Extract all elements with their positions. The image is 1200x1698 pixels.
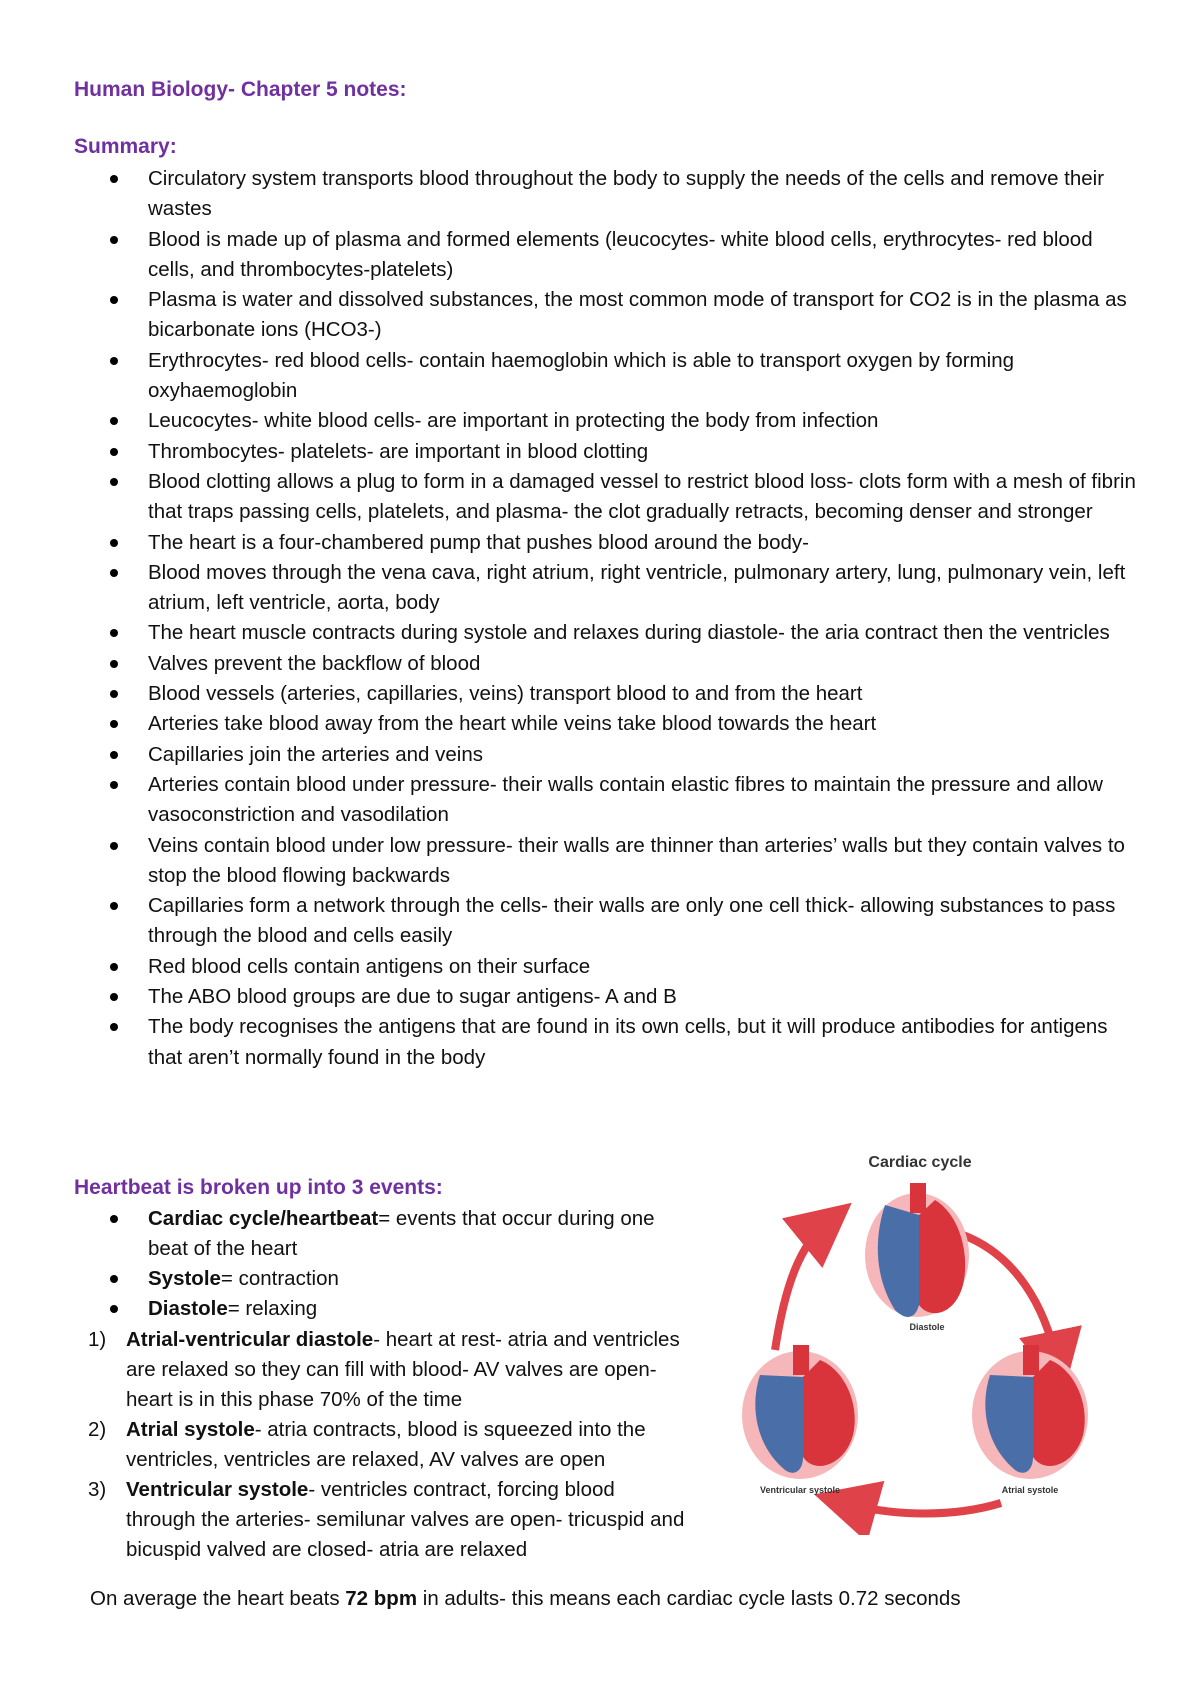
definition-list bbox=[110, 1204, 670, 1324]
summary-item: The body recognises the antigens that are found in its own cells, but it will produce antibodies for antigens that aren’t normally found in the body bbox=[110, 1012, 1140, 1073]
definition-text: = relaxing bbox=[227, 1297, 318, 1320]
definition-text: = contraction bbox=[220, 1267, 339, 1290]
summary-item: Blood vessels (arteries, capillaries, veins) transport blood to and from the heart bbox=[110, 679, 1140, 709]
summary-item: Erythrocytes- red blood cells- contain haemoglobin which is able to transport oxygen by forming oxyhaemoglobin bbox=[110, 346, 1140, 407]
definition-item bbox=[110, 1294, 670, 1324]
summary-item: Capillaries join the arteries and veins bbox=[110, 740, 1140, 770]
phase-number: 1) bbox=[88, 1328, 107, 1351]
summary-item: Arteries take blood away from the heart while veins take blood towards the heart bbox=[110, 709, 1140, 739]
heart-ventricular-systole bbox=[742, 1345, 858, 1495]
ventricular-systole-label: Ventricular systole bbox=[759, 1485, 841, 1495]
phase-text: - ventricles contract, forcing blood through the arteries- semilunar valves are open- tricuspid and bicuspid valved are closed- atria are relaxed bbox=[126, 1478, 685, 1561]
summary-item: The heart is a four-chambered pump that pushes blood around the body- bbox=[110, 528, 1140, 558]
summary-item: Leucocytes- white blood cells- are important in protecting the body from infection bbox=[110, 406, 1140, 436]
cycle-arrow-right bbox=[963, 1235, 1057, 1363]
diagram-title: Cardiac cycle bbox=[868, 1154, 972, 1171]
summary-item: Circulatory system transports blood throughout the body to supply the needs of the cells and remove their wastes bbox=[110, 164, 1140, 225]
phase-term: Atrial-ventricular diastole bbox=[126, 1328, 374, 1351]
phase-list bbox=[88, 1325, 688, 1565]
left-heart-shape bbox=[919, 1200, 965, 1313]
heart-diastole bbox=[865, 1183, 969, 1332]
average-bpm: 72 bpm bbox=[345, 1587, 418, 1610]
diastole-label: Diastole bbox=[909, 1322, 945, 1332]
summary-item: The ABO blood groups are due to sugar antigens- A and B bbox=[110, 982, 1140, 1012]
phase-text: - heart at rest- atria and ventricles are relaxed so they can fill with blood- AV valves are open- heart is in this phase 70% of the time bbox=[126, 1328, 680, 1411]
average-text-after: in adults- this means each cardiac cycle lasts 0.72 seconds bbox=[417, 1587, 961, 1610]
cycle-arrow-bottom bbox=[845, 1503, 1001, 1514]
aorta-shape bbox=[1023, 1345, 1039, 1375]
summary-item: Arteries contain blood under pressure- their walls contain elastic fibres to maintain the pressure and allow vasoconstriction and vasodilation bbox=[110, 770, 1140, 831]
summary-item: Blood is made up of plasma and formed elements (leucocytes- white blood cells, erythrocytes- red blood cells, and thrombocytes-platelets) bbox=[110, 225, 1140, 286]
heart-atrial-systole bbox=[972, 1345, 1088, 1495]
summary-item: Valves prevent the backflow of blood bbox=[110, 649, 1140, 679]
definition-item bbox=[110, 1264, 670, 1294]
aorta-shape bbox=[910, 1183, 926, 1213]
summary-item: Blood moves through the vena cava, right atrium, right ventricle, pulmonary artery, lung, pulmonary vein, left atrium, left ventricle, aorta, body bbox=[110, 558, 1140, 619]
phase-item bbox=[88, 1475, 688, 1565]
summary-list bbox=[110, 164, 1140, 1073]
summary-item: Red blood cells contain antigens on their surface bbox=[110, 952, 1140, 982]
definition-term: Cardiac cycle/heartbeat bbox=[148, 1207, 379, 1230]
cycle-arrow-left bbox=[775, 1223, 827, 1350]
phase-number: 2) bbox=[88, 1418, 107, 1441]
summary-item: The heart muscle contracts during systole and relaxes during diastole- the aria contract then the ventricles bbox=[110, 618, 1140, 648]
summary-item: Capillaries form a network through the cells- their walls are only one cell thick- allowing substances to pass through the blood and cells easily bbox=[110, 891, 1140, 952]
summary-item: Blood clotting allows a plug to form in a damaged vessel to restrict blood loss- clots form with a mesh of fibrin that traps passing cells, platelets, and plasma- the clot gradually retracts, becoming denser and stronger bbox=[110, 467, 1140, 528]
average-heartbeat-note bbox=[90, 1587, 961, 1611]
phase-item bbox=[88, 1325, 688, 1415]
summary-heading: Summary: bbox=[74, 135, 177, 158]
definition-term: Systole bbox=[148, 1267, 221, 1290]
atrial-systole-label: Atrial systole bbox=[1001, 1485, 1059, 1495]
phase-term: Ventricular systole bbox=[126, 1478, 309, 1501]
phase-text: - atria contracts, blood is squeezed into the ventricles, ventricles are relaxed, AV valves are open bbox=[126, 1418, 646, 1471]
phase-number: 3) bbox=[88, 1478, 107, 1501]
phase-item bbox=[88, 1415, 688, 1475]
cardiac-cycle-diagram bbox=[705, 1145, 1135, 1535]
definition-text: = events that occur during one beat of the heart bbox=[148, 1207, 655, 1260]
average-text-before: On average the heart beats bbox=[90, 1587, 346, 1610]
heartbeat-heading: Heartbeat is broken up into 3 events: bbox=[74, 1176, 443, 1199]
definition-item bbox=[110, 1204, 670, 1264]
definition-term: Diastole bbox=[148, 1297, 228, 1320]
summary-item: Thrombocytes- platelets- are important in blood clotting bbox=[110, 437, 1140, 467]
aorta-shape bbox=[793, 1345, 809, 1375]
document-title: Human Biology- Chapter 5 notes: bbox=[74, 78, 407, 101]
summary-item: Veins contain blood under low pressure- their walls are thinner than arteries’ walls but they contain valves to stop the blood flowing backwards bbox=[110, 831, 1140, 892]
summary-item: Plasma is water and dissolved substances, the most common mode of transport for CO2 is in the plasma as bicarbonate ions (HCO3-) bbox=[110, 285, 1140, 346]
phase-term: Atrial systole bbox=[126, 1418, 255, 1441]
